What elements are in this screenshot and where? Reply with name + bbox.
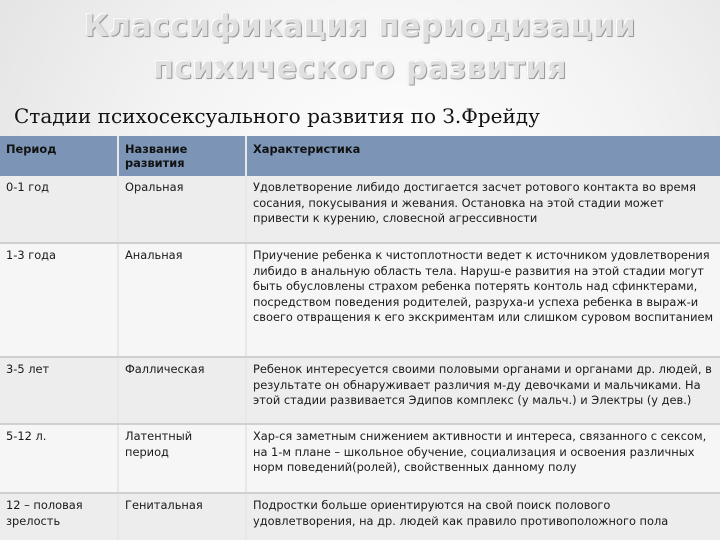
cell-name: Фаллическая [118, 357, 246, 424]
cell-description: Хар-ся заметным снижением активности и интереса, связанного с сексом, на 1-м плане – школьное обучение, социализация и освоения различных норм поведений(ролей), свойственных данному полу [246, 424, 720, 493]
cell-period: 3-5 лет [0, 357, 118, 424]
header-name: Название развития [118, 136, 246, 176]
table-row [0, 357, 720, 424]
slide-subtitle: Стадии психосексуального развития по З.Фрейду [14, 104, 540, 128]
cell-name: Генитальная [118, 493, 246, 540]
stages-table [0, 136, 720, 540]
table-row [0, 243, 720, 357]
table-header-row [0, 136, 720, 176]
cell-name: Анальная [118, 243, 246, 357]
cell-period: 0-1 год [0, 176, 118, 243]
slide-title [0, 6, 720, 90]
cell-name: Латентный период [118, 424, 246, 493]
slide-title-line-2: психического развития [153, 51, 567, 86]
slide-title-line-1: Классификация периодизации [83, 9, 637, 44]
table-body [0, 176, 720, 540]
table-row [0, 176, 720, 243]
cell-period: 5-12 л. [0, 424, 118, 493]
cell-name: Оральная [118, 176, 246, 243]
cell-description: Ребенок интересуется своими половыми органами и органами др. людей, в результате он обнаруживает различия м-ду девочками и мальчиками. На этой стадии развивается Эдипов комплекс (у мальч.) и Электры (у дев.) [246, 357, 720, 424]
cell-period: 1-3 года [0, 243, 118, 357]
table-row [0, 424, 720, 493]
table-row [0, 493, 720, 540]
table-header [0, 136, 720, 176]
cell-period: 12 – половая зрелость [0, 493, 118, 540]
cell-description: Подростки больше ориентируются на свой поиск полового удовлетворения, на др. людей как правило противоположного пола [246, 493, 720, 540]
header-description: Характеристика [246, 136, 720, 176]
header-period: Период [0, 136, 118, 176]
cell-description: Приучение ребенка к чистоплотности ведет к источником удовлетворения либидо в анальную область тела. Наруш-е развития на этой стадии могут быть обусловлены страхом ребенка потерять контоль над сфинктерами, посредством поведения родителей, разруха-и успеха ребенка в выраж-и своего отвращения к его экскриментам или слишком суровом воспитанием [246, 243, 720, 357]
cell-description: Удовлетворение либидо достигается засчет ротового контакта во время сосания, покусывания и жевания. Остановка на этой стадии может привести к курению, словесной агрессивности [246, 176, 720, 243]
